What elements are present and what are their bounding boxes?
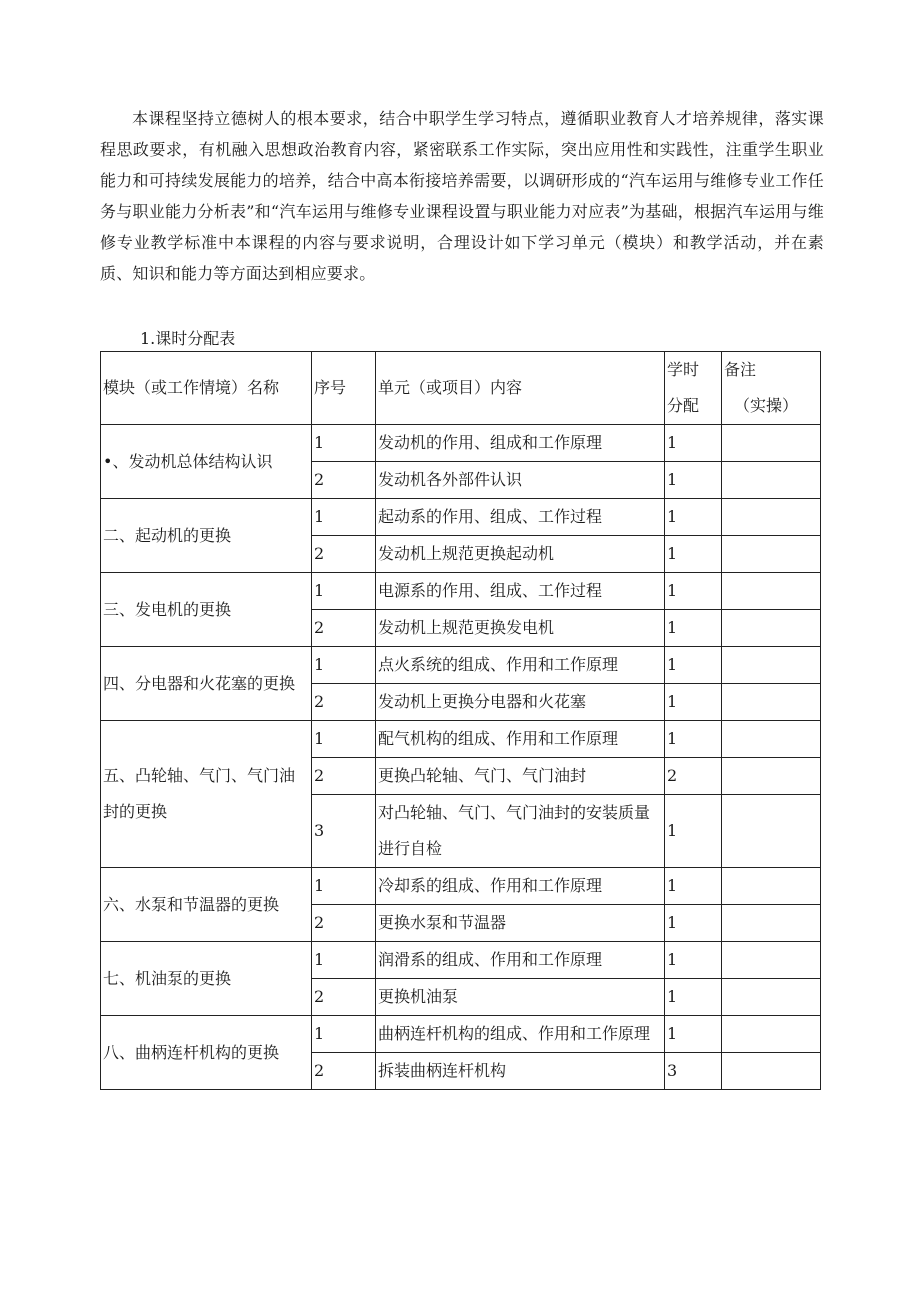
table-row: [101, 499, 821, 536]
seq-cell: 1: [312, 868, 376, 905]
hours-cell: 1: [665, 905, 722, 942]
note-cell: [722, 1016, 821, 1053]
note-cell: [722, 573, 821, 610]
header-module: 模块（或工作情境）名称: [101, 352, 312, 425]
note-cell: [722, 499, 821, 536]
header-seq: 序号: [312, 352, 376, 425]
unit-cell: 发动机上规范更换发电机: [376, 610, 665, 647]
hours-cell: 1: [665, 721, 722, 758]
seq-cell: 2: [312, 758, 376, 795]
unit-cell: 润滑系的组成、作用和工作原理: [376, 942, 665, 979]
unit-cell: 发动机各外部件认识: [376, 462, 665, 499]
unit-cell: 发动机上规范更换起动机: [376, 536, 665, 573]
hours-cell: 1: [665, 942, 722, 979]
table-row: [101, 942, 821, 979]
hours-cell: 1: [665, 684, 722, 721]
hours-cell: 1: [665, 425, 722, 462]
hours-cell: 1: [665, 1016, 722, 1053]
seq-cell: 1: [312, 1016, 376, 1053]
seq-cell: 1: [312, 499, 376, 536]
seq-cell: 2: [312, 905, 376, 942]
seq-cell: 2: [312, 610, 376, 647]
seq-cell: 2: [312, 979, 376, 1016]
unit-cell: 更换机油泵: [376, 979, 665, 1016]
seq-cell: 1: [312, 573, 376, 610]
table-header-row: [101, 352, 821, 425]
note-cell: [722, 905, 821, 942]
module-name-cell: 五、凸轮轴、气门、气门油封的更换: [101, 721, 312, 868]
unit-cell: 起动系的作用、组成、工作过程: [376, 499, 665, 536]
module-name-cell: 四、分电器和火花塞的更换: [101, 647, 312, 721]
unit-cell: 更换水泵和节温器: [376, 905, 665, 942]
hours-cell: 1: [665, 795, 722, 868]
module-name-cell: 七、机油泵的更换: [101, 942, 312, 1016]
header-unit: 单元（或项目）内容: [376, 352, 665, 425]
seq-cell: 3: [312, 795, 376, 868]
hours-allocation-table: [100, 351, 821, 1090]
seq-cell: 2: [312, 536, 376, 573]
hours-cell: 1: [665, 499, 722, 536]
seq-cell: 2: [312, 684, 376, 721]
unit-cell: 曲柄连杆机构的组成、作用和工作原理: [376, 1016, 665, 1053]
note-cell: [722, 979, 821, 1016]
unit-cell: 发动机上更换分电器和火花塞: [376, 684, 665, 721]
seq-cell: 1: [312, 425, 376, 462]
table-row: [101, 868, 821, 905]
seq-cell: 1: [312, 721, 376, 758]
note-cell: [722, 536, 821, 573]
hours-cell: 1: [665, 573, 722, 610]
hours-cell: 1: [665, 610, 722, 647]
unit-cell: 点火系统的组成、作用和工作原理: [376, 647, 665, 684]
note-cell: [722, 942, 821, 979]
note-cell: [722, 721, 821, 758]
module-name-cell: 六、水泵和节温器的更换: [101, 868, 312, 942]
table-caption: 1.课时分配表: [140, 329, 236, 348]
hours-cell: 2: [665, 758, 722, 795]
table-row: [101, 573, 821, 610]
unit-cell: 配气机构的组成、作用和工作原理: [376, 721, 665, 758]
table-row: [101, 647, 821, 684]
table-row: [101, 425, 821, 462]
note-cell: [722, 425, 821, 462]
module-name-cell: •、发动机总体结构认识: [101, 425, 312, 499]
table-row: [101, 1016, 821, 1053]
seq-cell: 2: [312, 1053, 376, 1090]
module-name-cell: 二、起动机的更换: [101, 499, 312, 573]
unit-cell: 电源系的作用、组成、工作过程: [376, 573, 665, 610]
note-cell: [722, 758, 821, 795]
note-cell: [722, 610, 821, 647]
header-hours: 学时 分配: [665, 352, 722, 425]
note-cell: [722, 1053, 821, 1090]
note-cell: [722, 868, 821, 905]
note-cell: [722, 795, 821, 868]
unit-cell: 对凸轮轴、气门、气门油封的安装质量进行自检: [376, 795, 665, 868]
hours-cell: 1: [665, 868, 722, 905]
hours-cell: 1: [665, 647, 722, 684]
unit-cell: 拆装曲柄连杆机构: [376, 1053, 665, 1090]
note-cell: [722, 647, 821, 684]
module-name-cell: 三、发电机的更换: [101, 573, 312, 647]
table-row: [101, 721, 821, 758]
seq-cell: 2: [312, 462, 376, 499]
unit-cell: 更换凸轮轴、气门、气门油封: [376, 758, 665, 795]
intro-paragraph: 本课程坚持立德树人的根本要求，结合中职学生学习特点，遵循职业教育人才培养规律，落实课程思政要求，有机融入思想政治教育内容，紧密联系工作实际，突出应用性和实践性，注重学生职业能力和可持续发展能力的培养，结合中高本衔接培养需要，以调研形成的“汽车运用与维修专业工作任务与职业能力分析表”和“汽车运用与维修专业课程设置与职业能力对应表”为基础，根据汽车运用与维修专业教学标准中本课程的内容与要求说明，合理设计如下学习单元（模块）和教学活动，并在素质、知识和能力等方面达到相应要求。: [100, 109, 824, 283]
hours-cell: 1: [665, 462, 722, 499]
note-cell: [722, 684, 821, 721]
seq-cell: 1: [312, 647, 376, 684]
module-name-cell: 八、曲柄连杆机构的更换: [101, 1016, 312, 1090]
seq-cell: 1: [312, 942, 376, 979]
unit-cell: 发动机的作用、组成和工作原理: [376, 425, 665, 462]
hours-cell: 1: [665, 979, 722, 1016]
hours-cell: 3: [665, 1053, 722, 1090]
unit-cell: 冷却系的组成、作用和工作原理: [376, 868, 665, 905]
hours-cell: 1: [665, 536, 722, 573]
note-cell: [722, 462, 821, 499]
header-note: 备注 （实操）: [722, 352, 821, 425]
